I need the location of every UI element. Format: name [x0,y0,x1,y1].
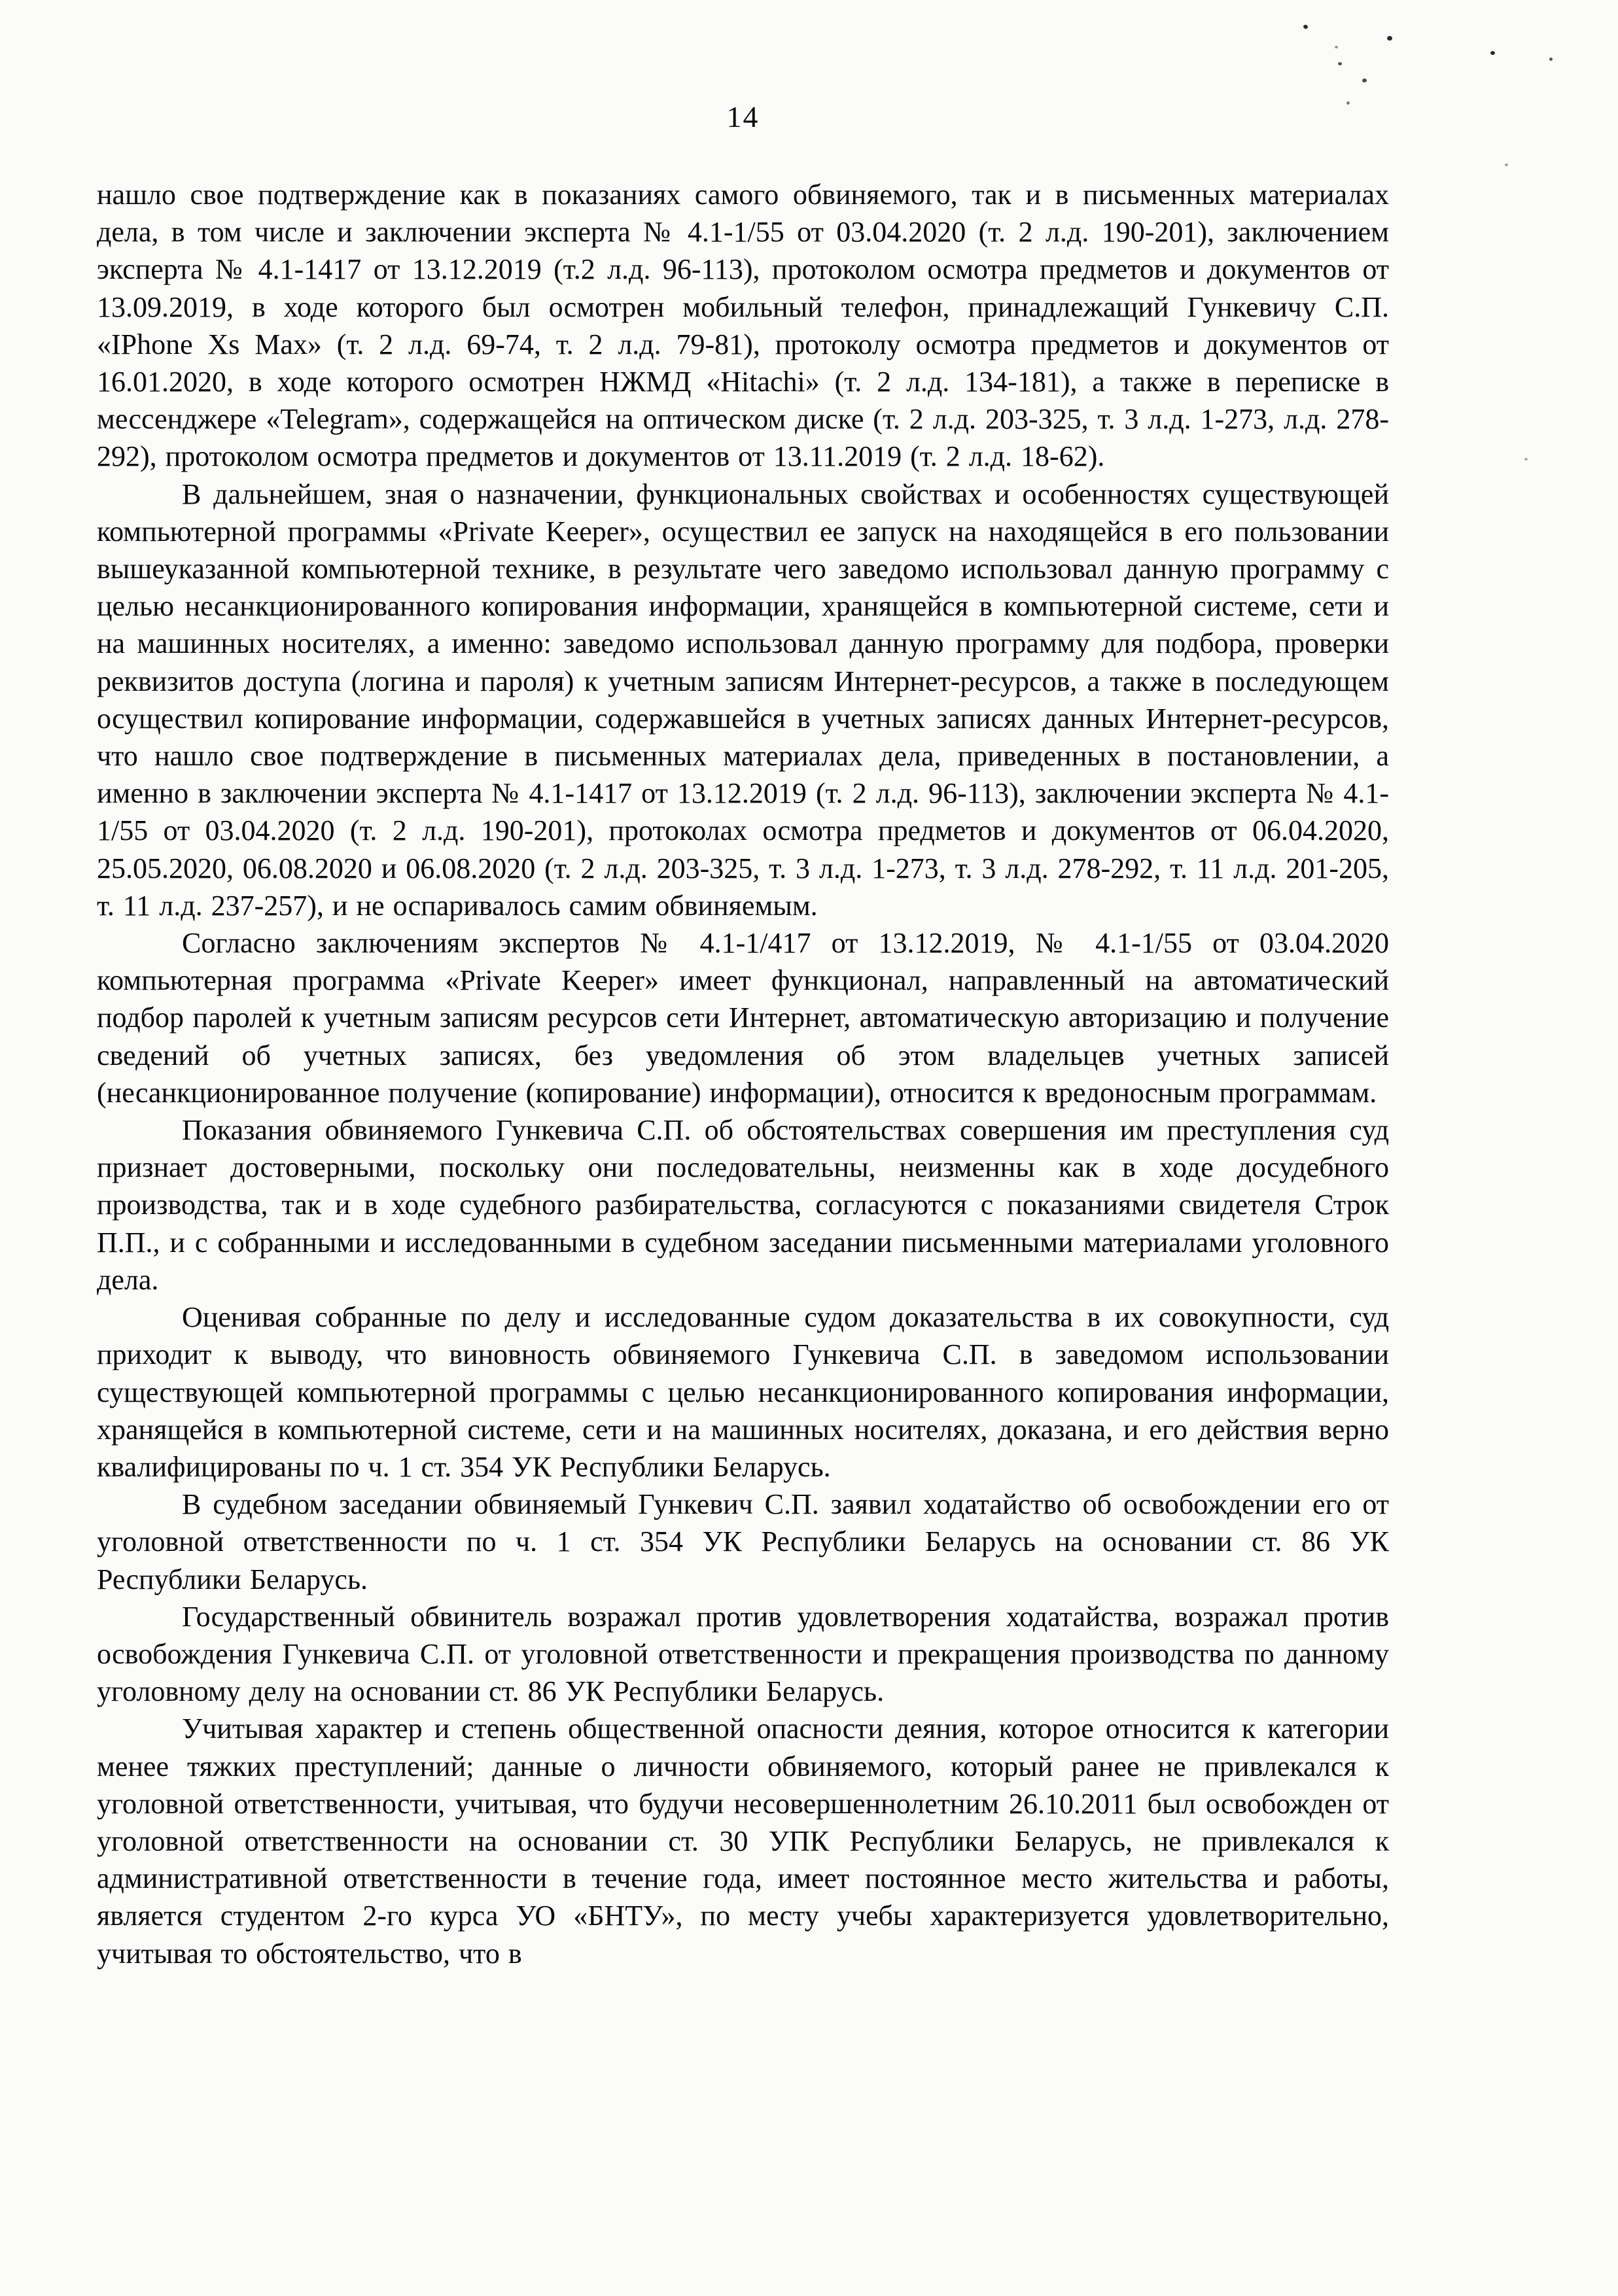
paragraph: Оценивая собранные по делу и исследованные судом доказательства в их совокупности, суд приходит к выводу, что виновность обвиняемого Гункевича С.П. в заведомом использовании существующей компьютерной программы с целью несанкционированного копирования информации, хранящейся в компьютерной системе, сети и на машинных носителях, доказана, и его действия верно квалифицированы по ч. 1 ст. 354 УК Республики Беларусь. [97,1301,1389,1483]
scan-speckle [1490,51,1495,55]
scan-speckle [1338,62,1342,65]
paragraph: Показания обвиняемого Гункевича С.П. об обстоятельствах совершения им преступления суд признает достоверными, поскольку они последовательны, неизменны как в ходе досудебного производства, так и в ходе судебного разбирательства, согласуются с показаниями свидетеля Строк П.П., и с собранными и исследованными в судебном заседании письменными материалами уголовного дела. [97,1114,1389,1296]
scan-speckle [1335,46,1338,48]
scan-speckle [1505,164,1508,166]
scan-speckle [1303,24,1309,29]
paragraph: Учитывая характер и степень общественной опасности деяния, которое относится к категории менее тяжких преступлений; данные о личности обвиняемого, который ранее не привлекался к уголовной ответственности, учитывая, что будучи несовершеннолетним 26.10.2011 был освобожден от уголовной ответственности на основании ст. 30 УПК Республики Беларусь, не привлекался к административной ответственности в течение года, имеет постоянное место жительства и работы, является студентом 2-го курса УО «БНТУ», по месту учебы характеризуется удовлетворительно, учитывая то обстоятельство, что в [97,1713,1389,1970]
scan-speckle [1362,78,1367,82]
paragraph: Согласно заключениям экспертов № 4.1-1/417 от 13.12.2019, № 4.1-1/55 от 03.04.2020 компьютерная программа «Private Keeper» имеет функционал, направленный на автоматический подбор паролей к учетным записям ресурсов сети Интернет, автоматическую авторизацию и получение сведений об учетных записях, без уведомления об этом владельцев учетных записей (несанкционированное получение (копирование) информации), относится к вредоносным программам. [97,927,1389,1109]
scan-speckle [1549,58,1553,61]
scan-speckle [1387,36,1392,41]
body-text [97,176,1389,1972]
document-content [97,98,1389,1972]
scan-speckle [1524,458,1528,461]
paragraph: В судебном заседании обвиняемый Гункевич С.П. заявил ходатайство об освобождении его от уголовной ответственности по ч. 1 ст. 354 УК Республики Беларусь на основании ст. 86 УК Республики Беларусь. [97,1488,1389,1595]
paragraph: Государственный обвинитель возражал против удовлетворения ходатайства, возражал против освобождения Гункевича С.П. от уголовной ответственности и прекращения производства по данному уголовному делу на основании ст. 86 УК Республики Беларусь. [97,1600,1389,1708]
page-number: 14 [726,100,760,133]
paragraph: В дальнейшем, зная о назначении, функциональных свойствах и особенностях существующей компьютерной программы «Private Keeper», осуществил ее запуск на находящейся в его пользовании вышеуказанной компьютерной технике, в результате чего заведомо использовал данную программу с целью несанкционированного копирования информации, хранящейся в компьютерной системе, сети и на машинных носителях, а именно: заведомо использовал данную программу для подбора, проверки реквизитов доступа (логина и пароля) к учетным записям Интернет-ресурсов, а также в последующем осуществил копирование информации, содержавшейся в учетных записях данных Интернет-ресурсов, что нашло свое подтверждение в письменных материалах дела, приведенных в постановлении, а именно в заключении эксперта № 4.1-1417 от 13.12.2019 (т. 2 л.д. 96-113), заключении эксперта № 4.1-1/55 от 03.04.2020 (т. 2 л.д. 190-201), протоколах осмотра предметов и документов от 06.04.2020, 25.05.2020, 06.08.2020 и 06.08.2020 (т. 2 л.д. 203-325, т. 3 л.д. 1-273, т. 3 л.д. 278-292, т. 11 л.д. 201-205, т. 11 л.д. 237-257), и не оспаривалось самим обвиняемым. [97,478,1389,922]
paragraph-continuation: нашло свое подтверждение как в показаниях самого обвиняемого, так и в письменных материалах дела, в том числе и заключении эксперта № 4.1-1/55 от 03.04.2020 (т. 2 л.д. 190-201), заключением эксперта № 4.1-1417 от 13.12.2019 (т.2 л.д. 96-113), протоколом осмотра предметов и документов от 13.09.2019, в ходе которого был осмотрен мобильный телефон, принадлежащий Гункевичу С.П. «IPhone Xs Max» (т. 2 л.д. 69-74, т. 2 л.д. 79-81), протоколу осмотра предметов и документов от 16.01.2020, в ходе которого осмотрен НЖМД «Hitachi» (т. 2 л.д. 134-181), а также в переписке в мессенджере «Telegram», содержащейся на оптическом диске (т. 2 л.д. 203-325, т. 3 л.д. 1-273, л.д. 278-292), протоколом осмотра предметов и документов от 13.11.2019 (т. 2 л.д. 18-62). [97,179,1389,473]
